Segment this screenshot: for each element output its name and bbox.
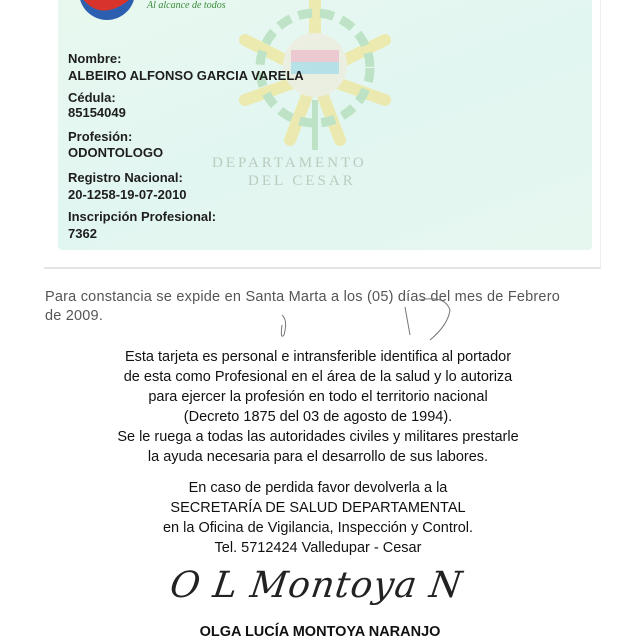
issuance-statement: Para constancia se expide en Santa Marta a los (05) días del mes de Febrero de 2009. <box>45 289 560 324</box>
authorization-line: de esta como Profesional en el área de la salud y lo autoriza <box>123 369 513 385</box>
field-value-profesion: ODONTOLOGO <box>68 145 164 160</box>
government-logo-icon <box>72 0 142 22</box>
signatory-name: OLGA LUCÍA MONTOYA NARANJO <box>199 624 441 640</box>
return-instructions <box>0 478 636 558</box>
field-label-nombre: Nombre: <box>68 51 122 66</box>
authorization-line: para ejercer la profesión en todo el territorio nacional <box>148 389 488 405</box>
field-label-profesion: Profesión: <box>68 129 133 144</box>
field-value-cedula: 85154049 <box>68 105 126 120</box>
field-value-registro: 20-1258-19-07-2010 <box>68 187 187 202</box>
watermark-line2: DEL CESAR <box>248 173 356 189</box>
authorization-text <box>0 347 636 467</box>
field-value-inscripcion: 7362 <box>68 226 97 241</box>
return-line: en la Oficina de Vigilancia, Inspección y Control. <box>162 520 474 536</box>
return-line: En caso de perdida favor devolverla a la <box>188 480 448 496</box>
return-line: Tel. 5712424 Valledupar - Cesar <box>214 540 422 556</box>
authorization-line: Esta tarjeta es personal e intransferible identifica al portador <box>124 349 512 365</box>
authorization-line: la ayuda necesaria para el desarrollo de sus labores. <box>147 449 489 465</box>
authorization-line: (Decreto 1875 del 03 de agosto de 1994). <box>183 409 453 425</box>
logo-tagline: Al alcance de todos <box>147 0 226 11</box>
field-label-inscripcion: Inscripción Profesional: <box>68 209 217 224</box>
return-line: SECRETARÍA DE SALUD DEPARTAMENTAL <box>170 500 466 516</box>
authorization-line: Se le ruega a todas las autoridades civiles y militares prestarle <box>117 429 519 445</box>
signature: O L Montoya N <box>167 565 466 606</box>
field-label-cedula: Cédula: <box>68 90 116 105</box>
handwritten-marks <box>270 295 470 345</box>
field-label-registro: Registro Nacional: <box>68 170 183 185</box>
field-value-nombre: ALBEIRO ALFONSO GARCIA VARELA <box>68 68 304 83</box>
watermark-line1: DEPARTAMENTO <box>212 155 367 171</box>
